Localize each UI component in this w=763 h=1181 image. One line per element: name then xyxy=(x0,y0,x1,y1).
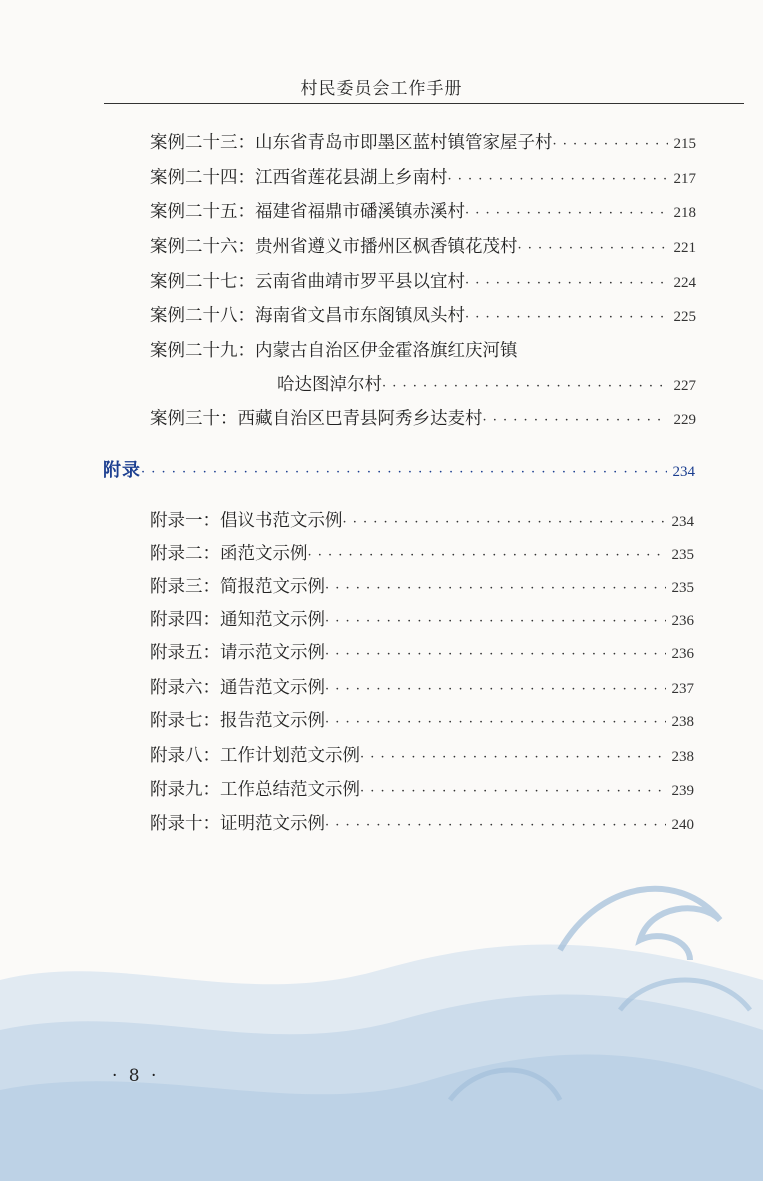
toc-entry-continuation[interactable] xyxy=(277,374,696,398)
toc-entry-label: 案例二十八：海南省文昌市东阁镇凤头村 xyxy=(150,306,465,326)
toc-page-number: 236 xyxy=(671,613,694,629)
toc-leader xyxy=(141,460,667,484)
toc-leader xyxy=(448,167,668,191)
toc-entry-label: 案例二十四：江西省莲花县湖上乡南村 xyxy=(150,168,448,188)
toc-page-number: 229 xyxy=(673,412,696,428)
toc-leader xyxy=(325,813,666,837)
toc-entry-label: 附录七：报告范文示例 xyxy=(150,711,325,731)
toc-entry[interactable] xyxy=(150,576,694,600)
toc-section-appendix[interactable] xyxy=(103,460,695,484)
toc-page-number: 217 xyxy=(673,171,696,187)
toc-leader xyxy=(325,710,666,734)
toc-entry[interactable] xyxy=(150,201,696,225)
toc-entry[interactable] xyxy=(150,132,696,156)
toc-leader xyxy=(343,510,666,534)
toc-leader xyxy=(325,609,666,633)
toc-entry[interactable] xyxy=(150,167,696,191)
toc-entry[interactable] xyxy=(150,236,696,260)
toc-leader xyxy=(308,543,666,567)
toc-entry-label: 附录五：请示范文示例 xyxy=(150,643,325,663)
toc-leader xyxy=(325,576,666,600)
toc-entry-label: 附录六：通告范文示例 xyxy=(150,678,325,698)
toc-page-number: 225 xyxy=(673,309,696,325)
toc-entry[interactable] xyxy=(150,710,694,734)
toc-page-number: 240 xyxy=(671,817,694,833)
toc-entry-label: 附录一：倡议书范文示例 xyxy=(150,511,343,531)
toc-leader xyxy=(360,745,666,769)
toc-page-number: 236 xyxy=(671,646,694,662)
toc-entry[interactable] xyxy=(150,745,694,769)
toc-entry-label: 附录四：通知范文示例 xyxy=(150,610,325,630)
header-divider xyxy=(104,103,744,104)
toc-page-number: 239 xyxy=(671,783,694,799)
toc-leader xyxy=(325,677,666,701)
toc-entry-label: 案例二十七：云南省曲靖市罗平县以宜村 xyxy=(150,272,465,292)
toc-leader xyxy=(465,201,668,225)
toc-page-number: 235 xyxy=(671,547,694,563)
toc-page-number: 238 xyxy=(671,749,694,765)
section-title: 附录 xyxy=(103,460,141,481)
toc-page-number: 215 xyxy=(673,136,696,152)
toc-entry-label: 附录二：函范文示例 xyxy=(150,544,308,564)
toc-page-number: 218 xyxy=(673,205,696,221)
toc-page-number: 234 xyxy=(671,514,694,530)
toc-leader xyxy=(518,236,668,260)
toc-entry-label: 案例二十五：福建省福鼎市磻溪镇赤溪村 xyxy=(150,202,465,222)
toc-page-number: 227 xyxy=(673,378,696,394)
toc-entry[interactable] xyxy=(150,779,694,803)
toc-entry[interactable] xyxy=(150,543,694,567)
toc-entry-label: 案例二十六：贵州省遵义市播州区枫香镇花茂村 xyxy=(150,237,518,257)
wave-decoration xyxy=(0,860,763,1181)
toc-leader xyxy=(465,305,668,329)
running-header-title: 村民委员会工作手册 xyxy=(300,79,463,99)
toc-entry[interactable] xyxy=(150,340,696,362)
toc-entry-label: 附录九：工作总结范文示例 xyxy=(150,780,360,800)
toc-page-number: 221 xyxy=(673,240,696,256)
toc-entry[interactable] xyxy=(150,642,694,666)
toc-entry[interactable] xyxy=(150,510,694,534)
toc-page-number: 238 xyxy=(671,714,694,730)
toc-entry-label: 案例三十：西藏自治区巴青县阿秀乡达麦村 xyxy=(150,409,483,429)
toc-entry-label: 附录八：工作计划范文示例 xyxy=(150,746,360,766)
toc-entry-label: 案例二十九：内蒙古自治区伊金霍洛旗红庆河镇 xyxy=(150,341,518,361)
toc-entry-label: 附录三：简报范文示例 xyxy=(150,577,325,597)
toc-entry-label: 案例二十三：山东省青岛市即墨区蓝村镇管家屋子村 xyxy=(150,133,553,153)
toc-page-number: 234 xyxy=(672,464,695,480)
toc-entry[interactable] xyxy=(150,677,694,701)
page-number: · 8 · xyxy=(112,1066,160,1086)
toc-leader xyxy=(382,374,668,398)
toc-leader xyxy=(360,779,666,803)
toc-page-number: 237 xyxy=(671,681,694,697)
toc-page-number: 224 xyxy=(673,275,696,291)
toc-entry[interactable] xyxy=(150,271,696,295)
toc-leader xyxy=(483,408,668,432)
toc-leader xyxy=(325,642,666,666)
toc-entry[interactable] xyxy=(150,813,694,837)
toc-entry-label: 附录十：证明范文示例 xyxy=(150,814,325,834)
toc-entry[interactable] xyxy=(150,408,696,432)
toc-leader xyxy=(553,132,668,156)
toc-entry[interactable] xyxy=(150,305,696,329)
toc-entry-label: 哈达图淖尔村 xyxy=(277,375,382,395)
toc-leader xyxy=(465,271,668,295)
toc-entry[interactable] xyxy=(150,609,694,633)
toc-page-number: 235 xyxy=(671,580,694,596)
